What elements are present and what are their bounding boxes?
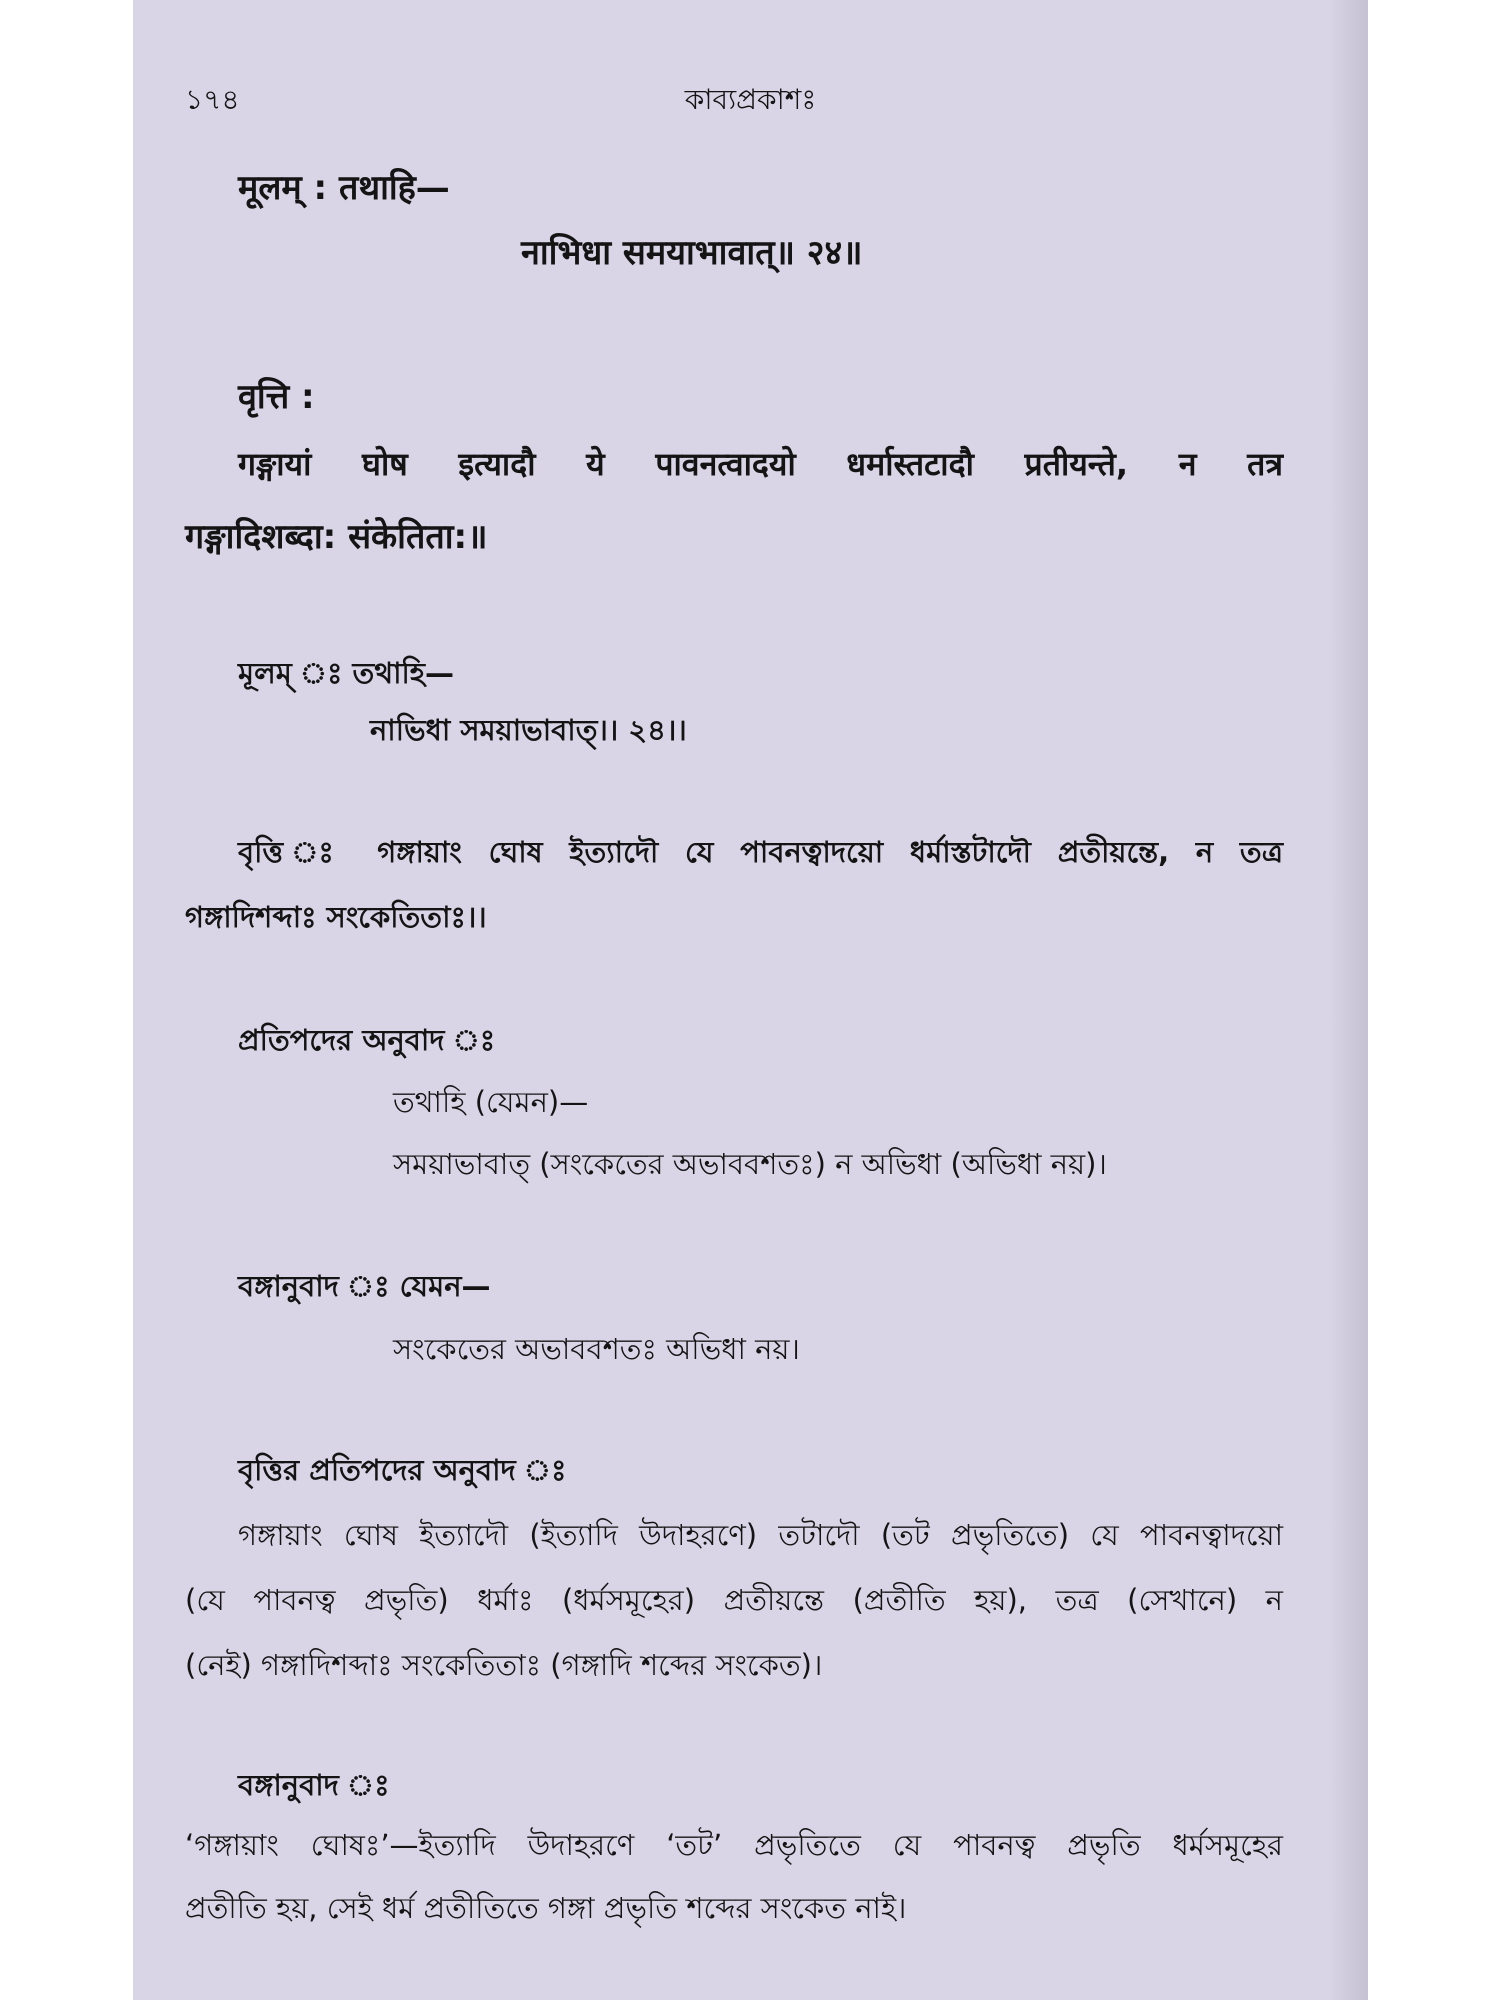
pratipada-heading: প্রতিপদের অনুবাদ ঃ (238, 1023, 496, 1057)
vritti-pratipada-line-1: গঙ্গায়াং ঘোষ ইত্যাদৌ (ইত্যাদি উদাহরণে) তটাদৌ (তট প্রভৃতিতে) যে পাবনত্বাদয়ো (238, 1518, 1283, 1552)
sanskrit-sutra: नाभिधा समयाभावात्॥ २४॥ (521, 233, 863, 273)
pratipada-line-2: সময়াভাবাত্‌ (সংকেতের অভাববশতঃ) ন অভিধা (অভিধা নয়)। (393, 1147, 1107, 1181)
book-page (133, 0, 1368, 2000)
vritti-pratipada-line-3: (নেই) গঙ্গাদিশব্দাঃ সংকেতিতাঃ (গঙ্গাদি শব্দের সংকেত)। (185, 1648, 823, 1682)
vritti-pratipada-line-2: (যে পাবনত্ব প্রভৃতি) ধর্মাঃ (ধর্মসমূহের) প্রতীয়ন্তে (প্রতীতি হয়), তত্র (সেখানে) ন (185, 1583, 1283, 1617)
sanskrit-mulam-heading: मूलम् : तथाहि— (238, 168, 450, 208)
banganuvad-1-heading: বঙ্গানুবাদ ঃ যেমন— (238, 1269, 491, 1303)
bengali-mulam-heading: মূলম্‌ ঃ তথাহি— (238, 656, 455, 690)
banganuvad-2-line-1: ‘গঙ্গায়াং ঘোষঃ’—ইত্যাদি উদাহরণে ‘তট’ প্রভৃতিতে যে পাবনত্ব প্রভৃতি ধর্মসমূহের (185, 1828, 1283, 1862)
pratipada-line-1: তথাহি (যেমন)— (393, 1085, 589, 1119)
sanskrit-vritti-line-1: गङ्गायां घोष इत्यादौ ये पावनत्वादयो धर्मास्तटादौ प्रतीयन्ते, न तत्र (238, 445, 1283, 483)
banganuvad-2-heading: বঙ্গানুবাদ ঃ (238, 1768, 390, 1802)
vritti-pratipada-heading: বৃত্তির প্রতিপদের অনুবাদ ঃ (238, 1453, 567, 1487)
banganuvad-1-line: সংকেতের অভাববশতঃ অভিধা নয়। (393, 1332, 800, 1366)
bengali-vritti-line-1: বৃত্তি ঃ গঙ্গায়াং ঘোষ ইত্যাদৌ যে পাবনত্বাদয়ো ধর্মাস্তটাদৌ প্রতীয়ন্তে, ন তত্র (238, 835, 1283, 869)
sanskrit-vritti-heading: वृत्ति : (238, 377, 315, 417)
running-title: কাব্যপ্রকাশঃ (684, 83, 817, 116)
banganuvad-2-line-2: প্রতীতি হয়, সেই ধর্ম প্রতীতিতে গঙ্গা প্রভৃতি শব্দের সংকেত নাই। (185, 1891, 907, 1925)
bengali-vritti-line-2: গঙ্গাদিশব্দাঃ সংকেতিতাঃ।। (185, 900, 487, 934)
bengali-sutra: নাভিধা সময়াভাবাত্‌।। ২৪।। (370, 713, 687, 747)
page-number: ১৭৪ (185, 83, 240, 116)
sanskrit-vritti-line-2: गङ्गादिशब्दा: संकेतिता:॥ (185, 517, 488, 557)
